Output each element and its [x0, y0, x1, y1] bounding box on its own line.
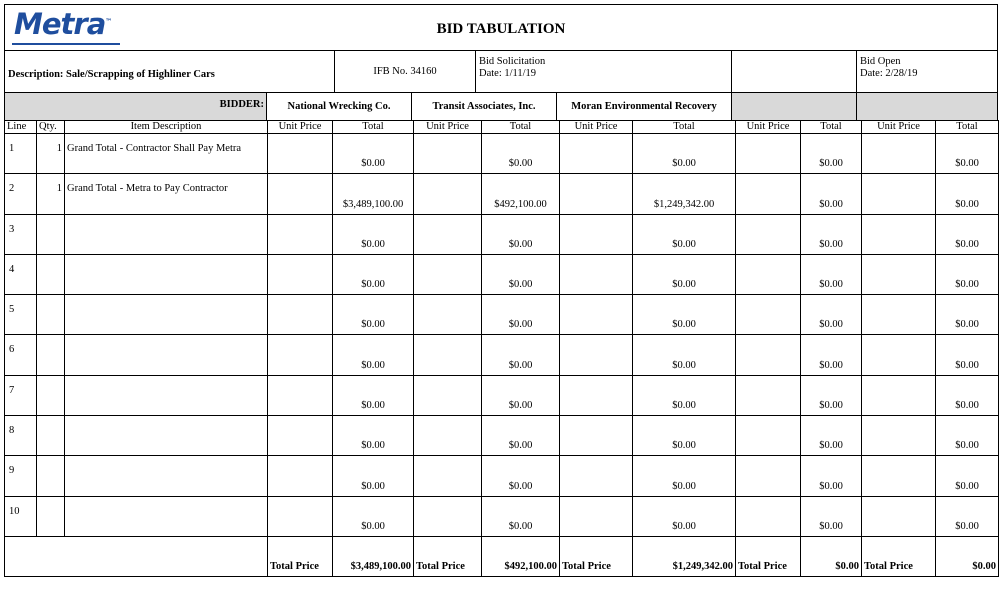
total-cell: $0.00	[333, 214, 414, 254]
table-row	[5, 254, 999, 294]
total-price-value: $3,489,100.00	[333, 536, 414, 576]
unit-price-cell	[862, 134, 936, 174]
solicitation-label: Bid Solicitation	[479, 56, 546, 67]
line-number: 7	[5, 375, 37, 415]
unit-price-cell	[862, 335, 936, 375]
total-cell: $0.00	[633, 134, 736, 174]
total-cell: $0.00	[801, 335, 862, 375]
total-cell: $0.00	[482, 254, 560, 294]
col-description: Item Description	[65, 121, 268, 134]
total-cell: $0.00	[633, 295, 736, 335]
unit-price-cell	[736, 214, 801, 254]
line-number: 8	[5, 416, 37, 456]
unit-price-cell	[862, 375, 936, 415]
description: Description: Sale/Scrapping of Highliner Cars	[4, 50, 335, 93]
unit-price-cell	[560, 134, 633, 174]
metra-logo: Metra™	[14, 7, 112, 41]
unit-price-cell	[414, 496, 482, 536]
unit-price-cell	[862, 456, 936, 496]
unit-price-cell	[560, 335, 633, 375]
quantity	[37, 416, 65, 456]
blank-header-cell	[731, 50, 857, 93]
unit-price-cell	[862, 214, 936, 254]
unit-price-cell	[736, 375, 801, 415]
unit-price-cell	[560, 174, 633, 214]
metra-logo-underline	[12, 43, 120, 45]
bidder-5	[856, 92, 998, 121]
unit-price-cell	[862, 254, 936, 294]
total-cell: $0.00	[936, 214, 999, 254]
table-row	[5, 295, 999, 335]
item-description	[65, 375, 268, 415]
unit-price-cell	[736, 335, 801, 375]
unit-price-cell	[414, 335, 482, 375]
item-description	[65, 335, 268, 375]
total-cell: $0.00	[801, 456, 862, 496]
unit-price-cell	[560, 416, 633, 456]
total-price-label: Total Price	[268, 536, 333, 576]
line-number: 2	[5, 174, 37, 214]
total-cell: $0.00	[801, 134, 862, 174]
total-price-value: $1,249,342.00	[633, 536, 736, 576]
unit-price-cell	[268, 134, 333, 174]
col-unit-price: Unit Price	[862, 121, 936, 134]
table-row	[5, 134, 999, 174]
unit-price-cell	[268, 375, 333, 415]
unit-price-cell	[414, 134, 482, 174]
total-cell: $0.00	[801, 375, 862, 415]
table-row	[5, 456, 999, 496]
total-cell: $0.00	[482, 335, 560, 375]
line-number: 9	[5, 456, 37, 496]
total-cell: $0.00	[482, 496, 560, 536]
total-cell: $0.00	[936, 416, 999, 456]
quantity	[37, 214, 65, 254]
line-number: 4	[5, 254, 37, 294]
table-row	[5, 496, 999, 536]
bidder-4	[731, 92, 857, 121]
total-cell: $0.00	[333, 254, 414, 294]
item-description	[65, 214, 268, 254]
bidder-3: Moran Environmental Recovery	[556, 92, 732, 121]
total-cell: $0.00	[633, 375, 736, 415]
total-price-row	[5, 536, 999, 576]
total-row-blank	[5, 536, 268, 576]
page-title: BID TABULATION	[436, 21, 566, 37]
bidder-1: National Wrecking Co.	[266, 92, 412, 121]
unit-price-cell	[268, 295, 333, 335]
total-cell: $0.00	[333, 496, 414, 536]
open-date: Date: 2/28/19	[860, 68, 918, 79]
col-unit-price: Unit Price	[560, 121, 633, 134]
unit-price-cell	[414, 214, 482, 254]
total-cell: $0.00	[936, 134, 999, 174]
unit-price-cell	[414, 174, 482, 214]
item-description	[65, 496, 268, 536]
quantity	[37, 254, 65, 294]
bid-solicitation	[475, 50, 732, 93]
unit-price-cell	[414, 375, 482, 415]
total-cell: $0.00	[801, 295, 862, 335]
total-cell: $0.00	[936, 174, 999, 214]
unit-price-cell	[268, 214, 333, 254]
total-price-value: $0.00	[801, 536, 862, 576]
total-price-value: $0.00	[936, 536, 999, 576]
line-number: 5	[5, 295, 37, 335]
total-cell: $0.00	[801, 214, 862, 254]
unit-price-cell	[414, 456, 482, 496]
quantity	[37, 335, 65, 375]
line-number: 3	[5, 214, 37, 254]
total-cell: $0.00	[936, 496, 999, 536]
unit-price-cell	[862, 295, 936, 335]
col-total: Total	[482, 121, 560, 134]
unit-price-cell	[268, 335, 333, 375]
col-unit-price: Unit Price	[414, 121, 482, 134]
total-cell: $0.00	[801, 496, 862, 536]
col-unit-price: Unit Price	[268, 121, 333, 134]
col-total: Total	[333, 121, 414, 134]
item-description	[65, 295, 268, 335]
quantity	[37, 375, 65, 415]
quantity	[37, 496, 65, 536]
table-row	[5, 375, 999, 415]
total-cell: $0.00	[633, 335, 736, 375]
unit-price-cell	[560, 375, 633, 415]
col-total: Total	[801, 121, 862, 134]
col-qty: Qty.	[37, 121, 65, 134]
total-cell: $1,249,342.00	[633, 174, 736, 214]
total-cell: $0.00	[936, 375, 999, 415]
item-description	[65, 456, 268, 496]
total-cell: $0.00	[333, 134, 414, 174]
total-cell: $0.00	[482, 295, 560, 335]
quantity: 1	[37, 134, 65, 174]
quantity	[37, 456, 65, 496]
line-number: 10	[5, 496, 37, 536]
total-cell: $0.00	[333, 295, 414, 335]
quantity: 1	[37, 174, 65, 214]
unit-price-cell	[736, 134, 801, 174]
total-cell: $0.00	[333, 456, 414, 496]
unit-price-cell	[414, 295, 482, 335]
unit-price-cell	[268, 496, 333, 536]
unit-price-cell	[414, 254, 482, 294]
table-row	[5, 174, 999, 214]
solicitation-date: Date: 1/11/19	[479, 68, 537, 79]
line-number: 1	[5, 134, 37, 174]
total-cell: $0.00	[801, 254, 862, 294]
unit-price-cell	[560, 456, 633, 496]
unit-price-cell	[560, 214, 633, 254]
item-description: Grand Total - Metra to Pay Contractor	[65, 174, 268, 214]
total-cell: $0.00	[936, 254, 999, 294]
total-cell: $0.00	[801, 416, 862, 456]
unit-price-cell	[560, 295, 633, 335]
unit-price-cell	[268, 174, 333, 214]
unit-price-cell	[560, 254, 633, 294]
total-cell: $0.00	[633, 416, 736, 456]
total-cell: $0.00	[482, 375, 560, 415]
bidder-2: Transit Associates, Inc.	[411, 92, 557, 121]
total-cell: $0.00	[633, 496, 736, 536]
ifb-number: IFB No. 34160	[334, 50, 476, 93]
bidder-label: BIDDER:	[4, 92, 267, 121]
total-price-label: Total Price	[736, 536, 801, 576]
total-cell: $492,100.00	[482, 174, 560, 214]
unit-price-cell	[268, 456, 333, 496]
unit-price-cell	[736, 254, 801, 294]
unit-price-cell	[736, 174, 801, 214]
total-price-label: Total Price	[414, 536, 482, 576]
total-cell: $3,489,100.00	[333, 174, 414, 214]
bid-table	[4, 120, 999, 577]
column-header-row	[5, 121, 999, 134]
total-cell: $0.00	[801, 174, 862, 214]
total-cell: $0.00	[633, 214, 736, 254]
table-row	[5, 335, 999, 375]
total-cell: $0.00	[333, 375, 414, 415]
total-price-label: Total Price	[560, 536, 633, 576]
col-total: Total	[633, 121, 736, 134]
total-cell: $0.00	[936, 335, 999, 375]
item-description	[65, 254, 268, 294]
total-cell: $0.00	[936, 295, 999, 335]
total-cell: $0.00	[333, 335, 414, 375]
unit-price-cell	[736, 456, 801, 496]
bid-tabulation-sheet	[4, 4, 998, 587]
bid-open	[856, 50, 998, 93]
total-price-label: Total Price	[862, 536, 936, 576]
total-price-value: $492,100.00	[482, 536, 560, 576]
quantity	[37, 295, 65, 335]
col-total: Total	[936, 121, 999, 134]
total-cell: $0.00	[482, 134, 560, 174]
open-label: Bid Open	[860, 56, 901, 67]
unit-price-cell	[268, 254, 333, 294]
total-cell: $0.00	[633, 456, 736, 496]
unit-price-cell	[862, 174, 936, 214]
total-cell: $0.00	[482, 416, 560, 456]
unit-price-cell	[268, 416, 333, 456]
unit-price-cell	[736, 295, 801, 335]
total-cell: $0.00	[482, 456, 560, 496]
unit-price-cell	[862, 496, 936, 536]
unit-price-cell	[560, 496, 633, 536]
total-cell: $0.00	[333, 416, 414, 456]
unit-price-cell	[736, 416, 801, 456]
unit-price-cell	[736, 496, 801, 536]
unit-price-cell	[862, 416, 936, 456]
table-row	[5, 416, 999, 456]
item-description	[65, 416, 268, 456]
col-line: Line	[5, 121, 37, 134]
unit-price-cell	[414, 416, 482, 456]
total-cell: $0.00	[482, 214, 560, 254]
total-cell: $0.00	[936, 456, 999, 496]
line-number: 6	[5, 335, 37, 375]
total-cell: $0.00	[633, 254, 736, 294]
table-row	[5, 214, 999, 254]
col-unit-price: Unit Price	[736, 121, 801, 134]
item-description: Grand Total - Contractor Shall Pay Metra	[65, 134, 268, 174]
